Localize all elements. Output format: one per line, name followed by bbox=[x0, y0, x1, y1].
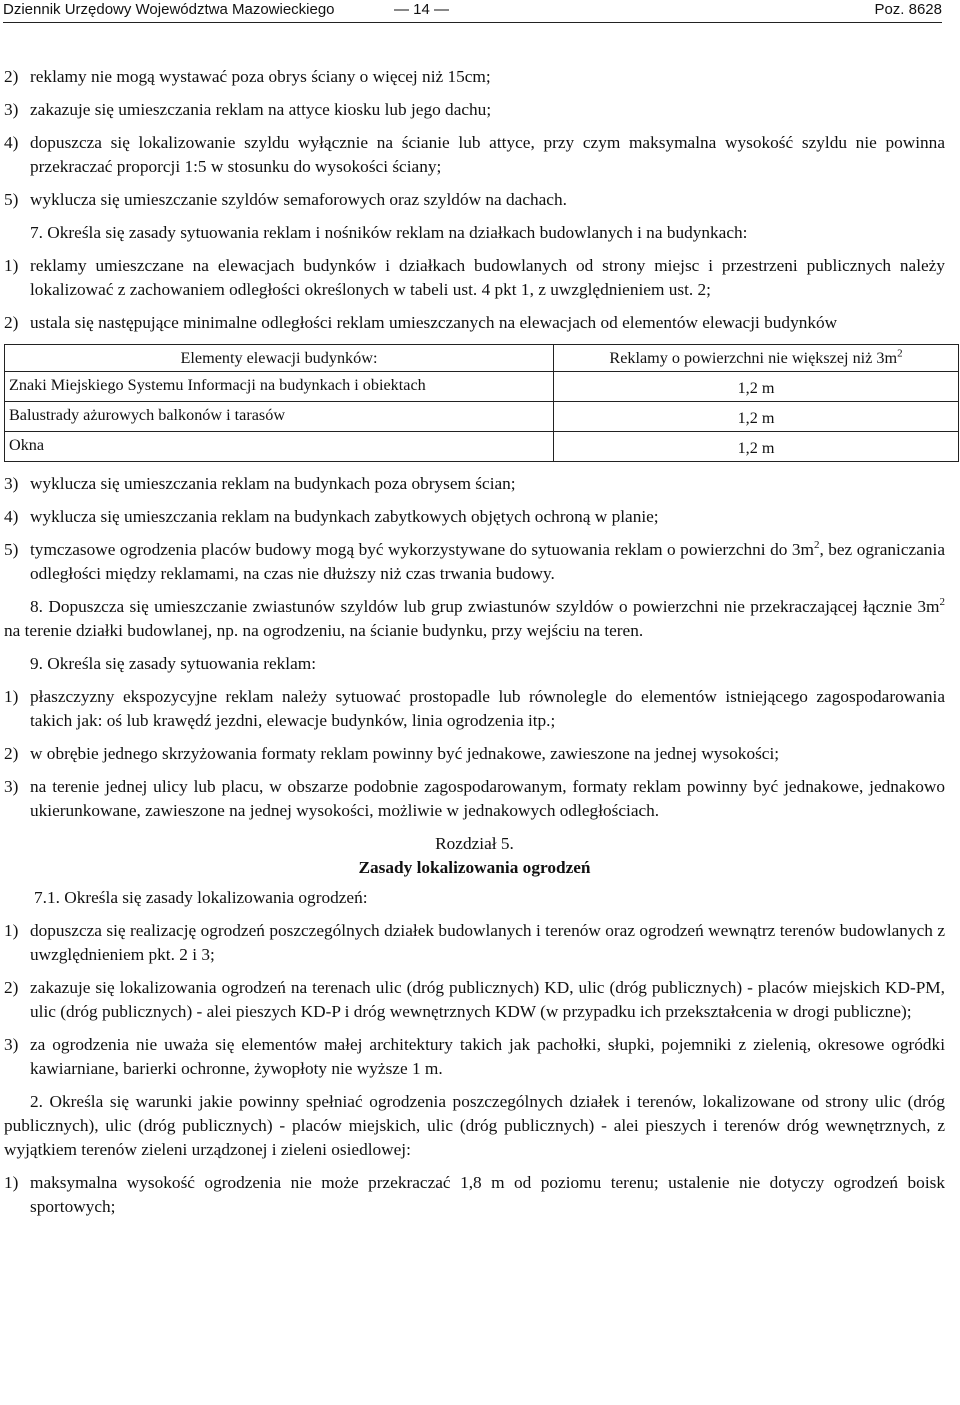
table-header-row bbox=[5, 345, 959, 372]
table-row bbox=[5, 432, 959, 462]
item-text: wyklucza się umieszczania reklam na budynkach zabytkowych objętych ochroną w planie; bbox=[30, 507, 659, 526]
list-item bbox=[4, 775, 945, 823]
list-item bbox=[4, 131, 945, 179]
item-number: 3) bbox=[4, 1035, 19, 1054]
list-item bbox=[4, 472, 945, 496]
item-number: 3) bbox=[4, 100, 19, 119]
distance-table bbox=[4, 344, 959, 462]
item-text: reklamy umieszczane na elewacjach budynków i działkach budowlanych od strony miejsc i przestrzeni publicznych należy lokalizować z zachowaniem odległości określonych w tabeli ust. 4 pkt 1, z uwzględnieniem ust. 2; bbox=[30, 256, 945, 299]
list-item bbox=[4, 919, 945, 967]
item-number: 2) bbox=[4, 978, 19, 997]
list-item bbox=[4, 65, 945, 89]
table-cell-distance: 1,2 m bbox=[554, 432, 959, 462]
list-item bbox=[4, 742, 945, 766]
item-text: maksymalna wysokość ogrodzenia nie może przekraczać 1,8 m od poziomu terenu; ustalenie nie dotyczy ogrodzeń boisk sportowych; bbox=[30, 1173, 945, 1216]
list-item bbox=[4, 976, 945, 1024]
item-number: 5) bbox=[4, 540, 19, 559]
item-number: 1) bbox=[4, 687, 19, 706]
list-item bbox=[4, 254, 945, 302]
item-text: tymczasowe ogrodzenia placów budowy mogą być wykorzystywane do sytuowania reklam o powierzchni do $3m^2$, bez ograniczania odległości między reklamami, na czas nie dłuższy niż czas trwania budowy. bbox=[30, 539, 945, 583]
journal-title: Dziennik Urzędowy Województwa Mazowieckiego bbox=[3, 1, 335, 18]
page-number: — 14 — bbox=[394, 1, 450, 18]
list-item bbox=[4, 538, 945, 586]
document-body bbox=[4, 65, 945, 1228]
item-text: dopuszcza się lokalizowanie szyldu wyłącznie na ścianie lub attyce, przy czym maksymalna wysokość szyldu nie powinna przekraczać proporcji 1:5 w stosunku do wysokości ściany; bbox=[30, 133, 945, 176]
table-cell-distance: 1,2 m bbox=[554, 372, 959, 402]
item-text: na terenie jednej ulicy lub placu, w obszarze podobnie zagospodarowanym, formaty reklam powinny być jednakowe, jednakowo ukierunkowane, zawieszone na jednej wysokości, możliwie w jednakowych odległościach. bbox=[30, 777, 945, 820]
item-number: 2) bbox=[4, 744, 19, 763]
page-header bbox=[3, 0, 942, 23]
item-number: 5) bbox=[4, 190, 19, 209]
item-text: ustala się następujące minimalne odległości reklam umieszczanych na elewacjach od elementów elewacji budynków bbox=[30, 313, 838, 332]
list-item bbox=[4, 188, 945, 212]
item-number: 1) bbox=[4, 921, 19, 940]
section-8-text: 8. Dopuszcza się umieszczanie zwiastunów szyldów lub grup zwiastunów szyldów o powierzchni nie przekraczającej łącznie $3m^2$ na terenie działki budowlanej, np. na ogrodzeniu, na ścianie budynku, przy wejściu na teren. bbox=[4, 596, 945, 640]
item-text: zakazuje się lokalizowania ogrodzeń na terenach ulic (dróg publicznych) KD, ulic (dróg publicznych) - placów miejskich KD-PM, ulic (dróg publicznych) - alei pieszych KD-P i dróg wewnętrznych KDW (w przypadku ich przekształcenia w drogi publiczne); bbox=[30, 978, 945, 1021]
item-text: płaszczyzny ekspozycyjne reklam należy sytuować prostopadle lub równolegle do elementów istniejącego zagospodarowania takich jak: oś lub krawędź jezdni, elewacje budynków, linia ogrodzenia itp.; bbox=[30, 687, 945, 730]
table-row bbox=[5, 402, 959, 432]
section-9-intro: 9. Określa się zasady sytuowania reklam: bbox=[30, 654, 317, 673]
chapter-title: Zasady lokalizowania ogrodzeń bbox=[358, 858, 591, 877]
chapter-number: Rozdział 5. bbox=[435, 834, 514, 853]
list-item bbox=[4, 1033, 945, 1081]
section-7-intro: 7. Określa się zasady sytuowania reklam i nośników reklam na działkach budowlanych i na budynkach: bbox=[30, 223, 748, 242]
section-71-intro: 7.1. Określa się zasady lokalizowania ogrodzeń: bbox=[34, 888, 368, 907]
item-number: 2) bbox=[4, 313, 19, 332]
list-item bbox=[4, 1171, 945, 1219]
section-72-intro: 2. Określa się warunki jakie powinny spełniać ogrodzenia poszczególnych działek i terenów, lokalizowane od strony ulic (dróg publicznych), ulic (dróg publicznych) - placów miejskich, ulic (dróg publicznych) - alei pieszych i terenów dróg wewnętrznych, z wyjątkiem terenów zieleni urządzonej i zieleni osiedlowej: bbox=[4, 1092, 945, 1159]
item-text: reklamy nie mogą wystawać poza obrys ściany o więcej niż 15cm; bbox=[30, 67, 491, 86]
item-text: za ogrodzenia nie uważa się elementów małej architektury takich jak pachołki, słupki, pojemniki z zielenią, okresowe ogródki kawiarniane, barierki ochronne, żywopłoty nie wyższe 1 m. bbox=[30, 1035, 945, 1078]
table-row bbox=[5, 372, 959, 402]
list-item bbox=[4, 98, 945, 122]
item-number: 1) bbox=[4, 256, 19, 275]
table-cell-element: Okna bbox=[5, 432, 554, 462]
item-number: 4) bbox=[4, 507, 19, 526]
column-header-distance: Reklamy o powierzchni nie większej niż $3m^2$ bbox=[554, 345, 959, 372]
column-header-elements: Elementy elewacji budynków: bbox=[5, 345, 554, 372]
position-number: Poz. 8628 bbox=[874, 1, 942, 18]
item-number: 4) bbox=[4, 133, 19, 152]
table-cell-element: Balustrady ażurowych balkonów i tarasów bbox=[5, 402, 554, 432]
item-number: 3) bbox=[4, 777, 19, 796]
item-text: zakazuje się umieszczania reklam na attyce kiosku lub jego dachu; bbox=[30, 100, 492, 119]
list-item bbox=[4, 505, 945, 529]
item-text: wyklucza się umieszczania reklam na budynkach poza obrysem ścian; bbox=[30, 474, 516, 493]
item-number: 2) bbox=[4, 67, 19, 86]
item-text: dopuszcza się realizację ogrodzeń poszczególnych działek budowlanych i terenów oraz ogrodzeń wewnątrz terenów budowlanych z uwzględnieniem pkt. 2 i 3; bbox=[30, 921, 945, 964]
table-cell-distance: 1,2 m bbox=[554, 402, 959, 432]
item-number: 3) bbox=[4, 474, 19, 493]
item-number: 1) bbox=[4, 1173, 19, 1192]
chapter-heading bbox=[4, 832, 945, 880]
item-text: wyklucza się umieszczanie szyldów semaforowych oraz szyldów na dachach. bbox=[30, 190, 567, 209]
list-item bbox=[4, 685, 945, 733]
list-item bbox=[4, 311, 945, 335]
table-cell-element: Znaki Miejskiego Systemu Informacji na budynkach i obiektach bbox=[5, 372, 554, 402]
item-text: w obrębie jednego skrzyżowania formaty reklam powinny być jednakowe, zawieszone na jednej wysokości; bbox=[30, 744, 780, 763]
